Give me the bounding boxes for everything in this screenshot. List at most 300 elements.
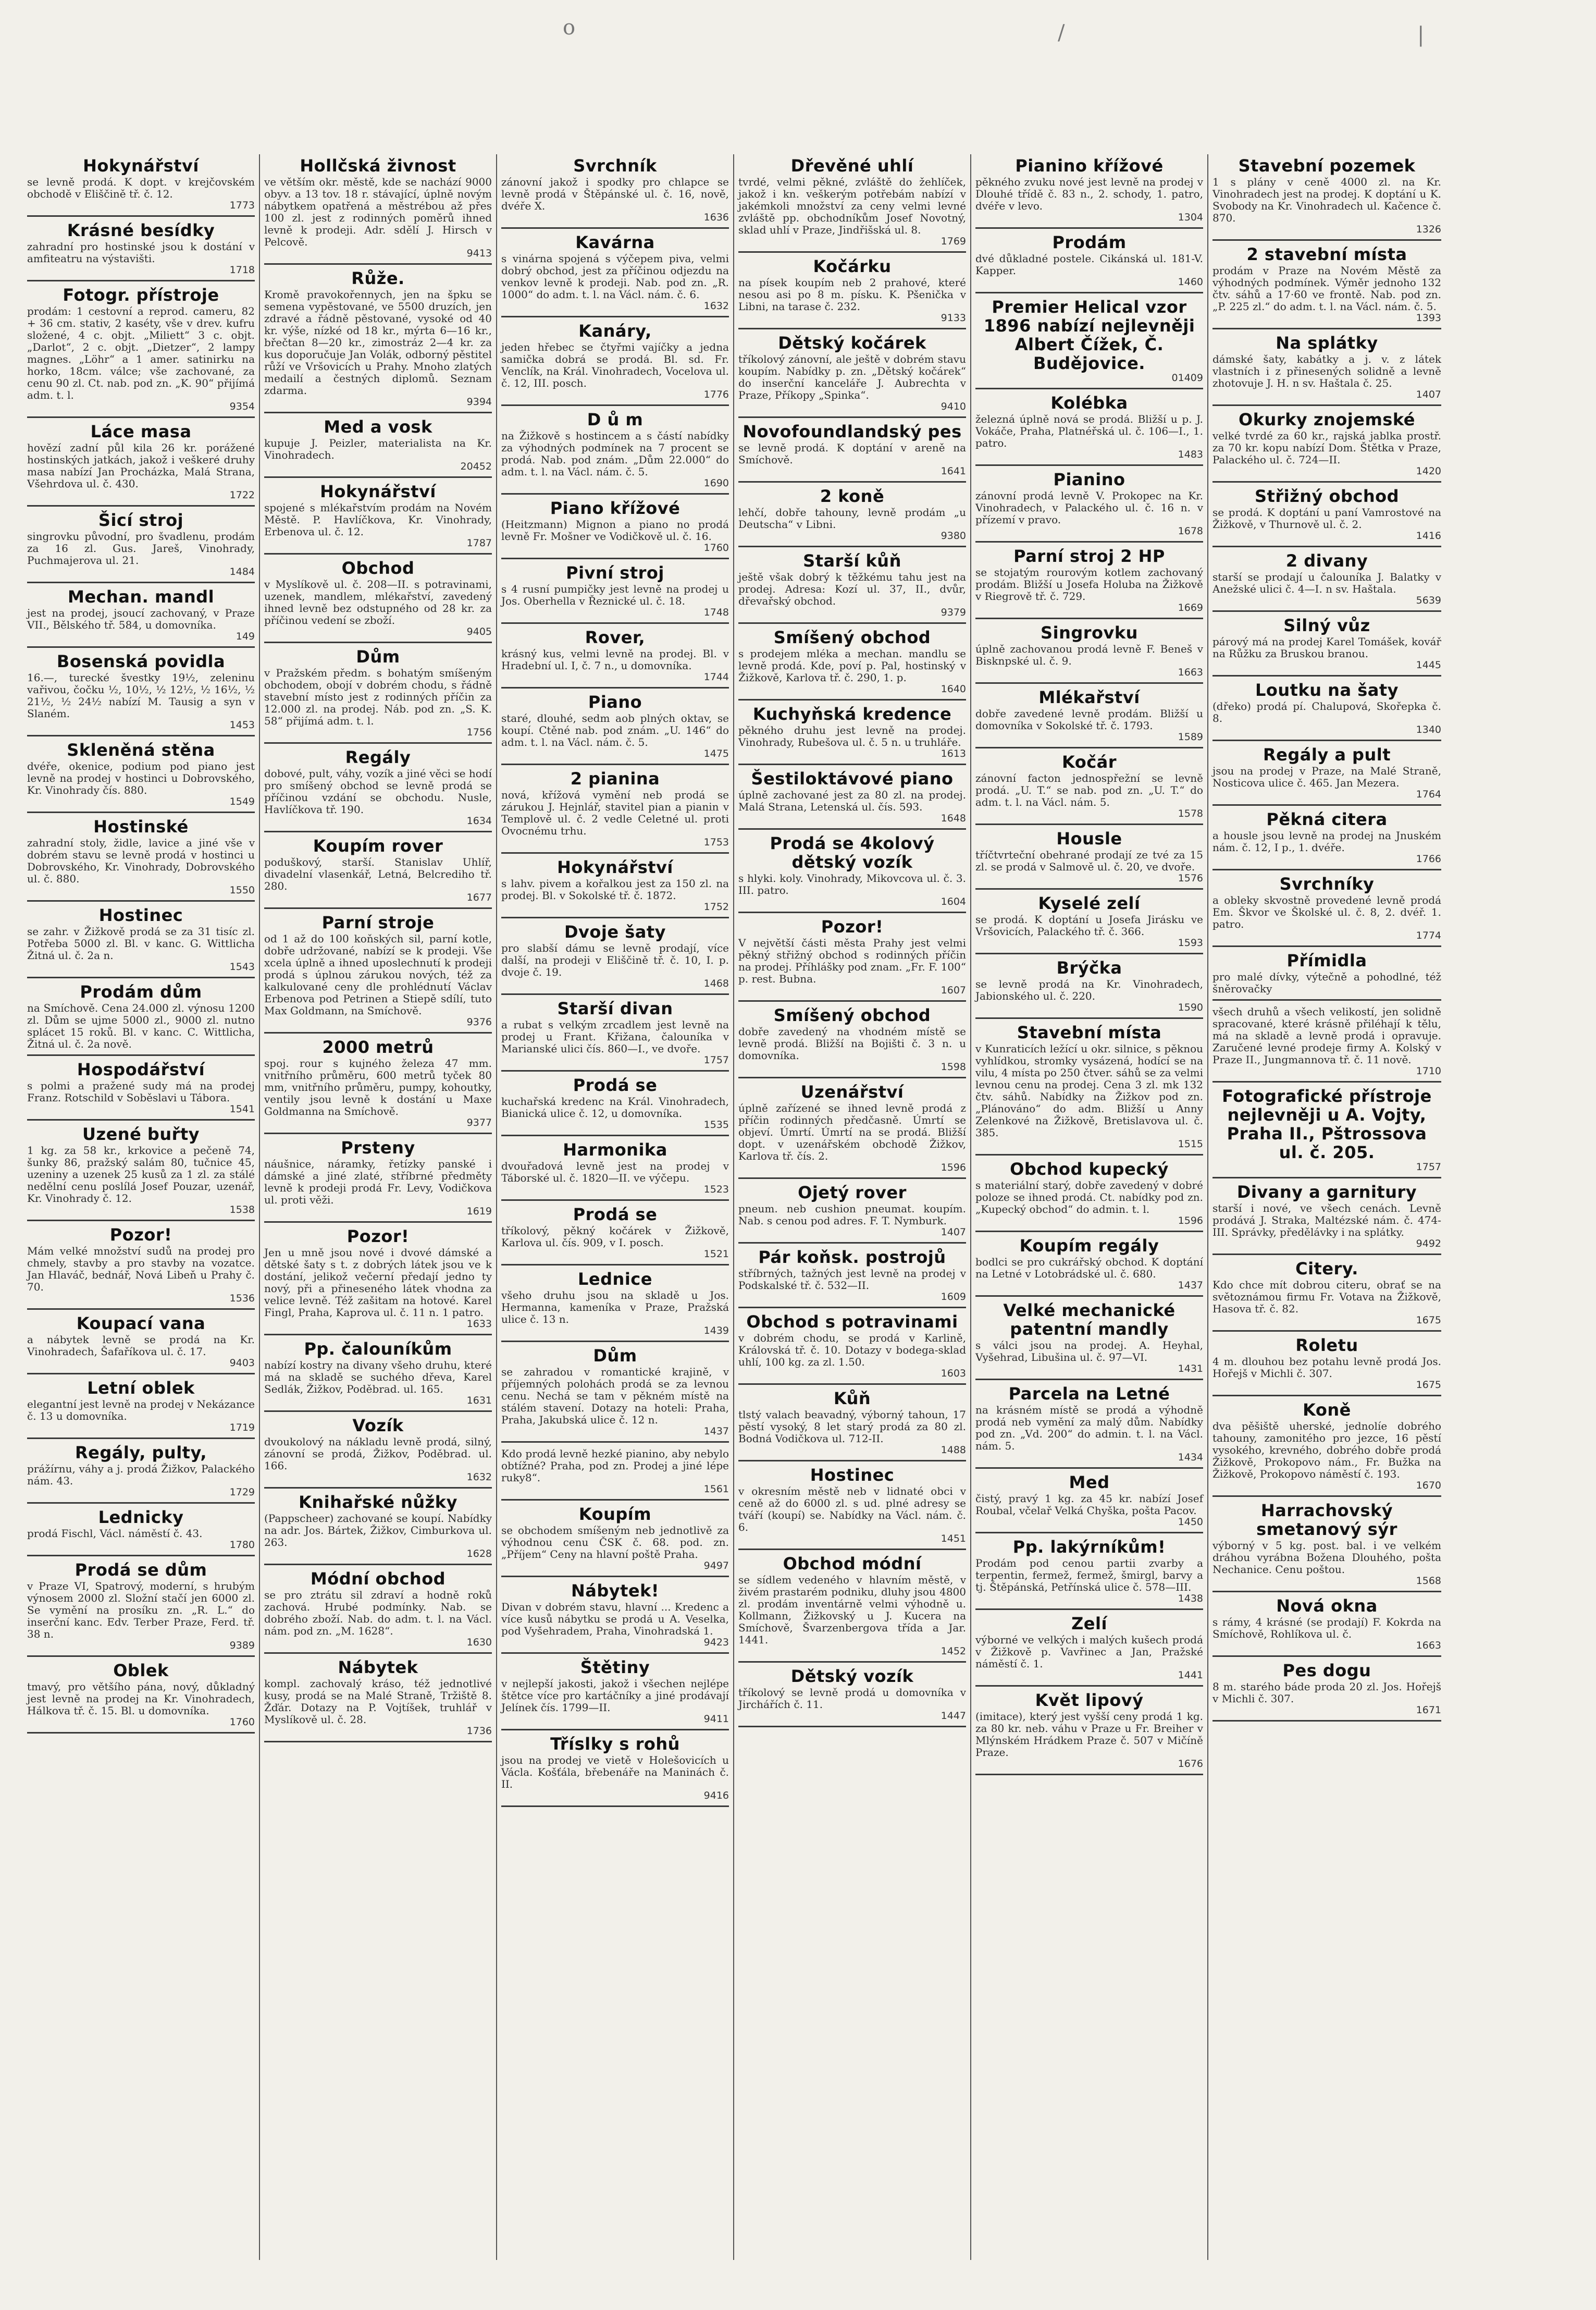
ad-number: 1757 (703, 1054, 729, 1066)
classified-ad (264, 911, 492, 1034)
ad-number: 1340 (1416, 724, 1441, 735)
classified-ad (264, 1414, 492, 1489)
ad-title: Obchod (341, 558, 415, 578)
ad-text: v nejlepší jakosti, jakož i všechen nejlépe štětce více pro kartáčníky a jiné prodávají Jelínek čís. 1799—II. (501, 1677, 729, 1714)
ad-text: se levně prodá. K dopt. v krejčovském obchodě v Eliščině tř. č. 12. (27, 176, 255, 200)
ad-title: 2 pianina (570, 769, 660, 789)
ad-title: Fotogr. přístroje (63, 285, 219, 305)
ad-title: Hostinec (810, 1465, 895, 1485)
classified-ad (738, 420, 966, 483)
classified-ad (738, 832, 966, 913)
classified-ad (27, 1659, 255, 1734)
ad-number: 1609 (941, 1291, 966, 1303)
ad-title: Šicí stroj (98, 510, 184, 530)
ad-text: s hlyki. koly. Vinohrady, Mikovcova ul. č. 3. III. patro. (738, 872, 966, 896)
classified-ad (975, 751, 1203, 825)
ad-number: 1729 (229, 1486, 255, 1498)
ad-number: 1744 (703, 671, 729, 683)
ad-number: 1488 (941, 1444, 966, 1456)
column-2 (260, 154, 497, 2260)
ad-title: Obchod s potravinami (746, 1312, 958, 1332)
classified-ad (501, 920, 729, 995)
ad-number: 1407 (941, 1226, 966, 1238)
ad-number: 1515 (1178, 1138, 1203, 1150)
ad-text: a nábytek levně se prodá na Kr. Vinohradech, Šafaříkova ul. č. 17. (27, 1333, 255, 1358)
ad-number: 1483 (1178, 449, 1203, 460)
ad-number: 1722 (229, 489, 255, 501)
ad-title: Smíšený obchod (773, 628, 931, 647)
ad-title: Prodá se (573, 1075, 658, 1095)
ad-text: (imitace), který jest vyšší ceny prodá 1 kg. za 80 kr. neb. váhu v Praze u Fr. Breiher v Mlýnském Hrádkem Praze č. 507 v Mičíně Praze. (975, 1710, 1203, 1759)
ad-text: se prodá. K doptání u paní Vamrostové na Žižkově, v Thurnově ul. č. 2. (1213, 506, 1441, 531)
ad-title: Lednice (578, 1269, 652, 1289)
classified-ad (27, 420, 255, 507)
classified-ad (1213, 679, 1441, 741)
ad-title: Dětský vozík (790, 1666, 914, 1686)
ad-title: Uzenářství (800, 1082, 904, 1102)
ad-number: 1766 (1416, 853, 1441, 865)
ad-text: (Pappscheer) zachované se koupí. Nabídky na adr. Jos. Bártek, Žižkov, Cimburkova ul. 263. (264, 1512, 492, 1549)
ad-title: Loutku na šaty (1255, 680, 1399, 700)
ad-number: 1670 (1416, 1480, 1441, 1491)
classified-ad (264, 1567, 492, 1654)
ad-text: na krásném místě se prodá a výhodně prodá neb vymění za malý dům. Nabídky pod zn. „Vd. 200“ do admin. t. l. na Václ. nám. 5. (975, 1404, 1203, 1452)
ad-text: tříkolový se levně prodá u domovníka v Jirchářích č. 11. (738, 1686, 966, 1711)
ad-title: Pozor! (821, 917, 884, 937)
classified-ad (264, 1491, 492, 1565)
ad-number: 1437 (1178, 1280, 1203, 1291)
ad-number: 20452 (460, 461, 492, 472)
ad-text: jest na prodej, jsoucí zachovaný, v Praze VII., Bělského tř. 584, u domovníka. (27, 607, 255, 631)
ad-title: Šestiloktávové piano (751, 769, 954, 789)
ad-title: D ů m (587, 410, 644, 429)
classified-ad (1213, 743, 1441, 806)
ad-number: 9413 (466, 248, 492, 259)
classified-ad (738, 1310, 966, 1385)
classified-ad (501, 1203, 729, 1265)
ad-title: Hokynářství (83, 156, 199, 176)
ad-text: dva pěšiště uherské, jednolíe dobrého tahouny, zamonitého pro jezce, 16 pěstí vysokého, krevného, dobrého dobře prodá Žižkově, Prokopovo nám., Fr. Bužka na Žižkově, Prokopovo náměstí č. 193. (1213, 1420, 1441, 1480)
ad-title: Mechan. mandl (67, 587, 215, 607)
ad-number: 1452 (941, 1645, 966, 1657)
ad-text: 1 kg. za 58 kr., krkovice a pečeně 74, šunky 86, pražský salám 80, tučnice 45, uzeniny a uzenek 25 kusů za 1 zl. za stálé nedělní cenu poslílá Josef Pouzar, uzenář, Kr. Vinohrady č. 12. (27, 1144, 255, 1205)
classified-ad (738, 1464, 966, 1550)
ad-number: 1538 (229, 1204, 255, 1215)
ad-title: Střižný obchod (1254, 486, 1400, 506)
ad-text: 1 s plány v ceně 4000 zl. na Kr. Vinohradech jest na prodej. K doptání u K. Svobody na Kr. Vinohradech ul. Kačence č. 870. (1213, 176, 1441, 224)
ad-number: 1719 (229, 1422, 255, 1433)
classified-ad (264, 1656, 492, 1742)
ad-number: 1675 (1416, 1314, 1441, 1326)
ad-title: Kočár (1061, 752, 1117, 772)
ad-text: se levně prodá na Kr. Vinohradech, Jabionského ul. č. 220. (975, 978, 1203, 1002)
ad-title: Pp. čalouníkům (304, 1339, 452, 1359)
ad-title: Smíšený obchod (773, 1005, 931, 1025)
ad-title: Dům (356, 647, 400, 667)
ad-text: zánovní jakož i spodky pro chlapce se levně prodá v Štěpánské ul. č. 16, nově, dvéře X. (501, 176, 729, 212)
ad-number: 1641 (941, 465, 966, 477)
classified-ad (1213, 243, 1441, 329)
ad-text: v Praze VI, Spatrový, moderní, s hrubým výnosem 2000 zl. Složní stačí jen 6000 zl. Se vymění na prosíku zn. „R. L.“ do inserční kanc. Edv. Terber Praze, Ferd. tř. 38 n. (27, 1580, 255, 1640)
ad-title: Pianino křížové (1015, 156, 1164, 176)
ad-number: 1596 (941, 1162, 966, 1173)
ad-text: s vinárna spojená s výčepem piva, velmi dobrý obchod, jest za příčinou odjezdu na venkov levně k prodeji. Nab. pod zn. „R. 1000“ do adm. t. l. na Václ. nám. č. 6. (501, 252, 729, 301)
ad-text: na Žižkově s hostincem a s částí nabídky za výhodných podmínek na 7 procent se prodá. Nab. pod znám. „Dům 22.000“ do adm. t. l. na Václ. nám. č. 5. (501, 429, 729, 478)
classified-ad (27, 650, 255, 736)
ad-title: Hostinské (93, 817, 189, 837)
ad-text: kuchařská kredenc na Král. Vinohradech, Bianická ulice č. 12, u domovníka. (501, 1095, 729, 1120)
ad-title: Bosenská povidla (56, 652, 226, 671)
ad-text: zahradní pro hostinské jsou k dostání v amfiteatru na výstavišti. (27, 240, 255, 265)
ad-title: Stavební místa (1017, 1023, 1162, 1042)
ad-title: Hokynářství (557, 857, 673, 877)
ad-title: Prodám dům (80, 982, 202, 1002)
classified-ad (738, 915, 966, 1002)
ad-title: Dětský kočárek (778, 333, 926, 353)
classified-ad (501, 1656, 729, 1730)
ad-title: Prodá se 4kolový dětský vozík (770, 833, 935, 872)
ad-number: 1748 (703, 607, 729, 618)
ad-title: Růže. (351, 268, 405, 288)
ad-text: dobře zavedený na vhodném místě se levně prodá. Bližší na Bojišti č. 3 n. u domovníka. (738, 1025, 966, 1062)
ad-number: 1596 (1178, 1215, 1203, 1226)
ad-text: se pro ztrátu sil zdraví a hodně roků zachová. Hrubé podmínky. Nab. se dobrého zboží. Nab. do adm. t. l. na Václ. nám. pod zn. „M. 1628“. (264, 1589, 492, 1637)
ad-text: výborné ve velkých i malých kušech prodá v Žižkově p. Vavřinec a Jan, Pražské náměstí č. 1. (975, 1633, 1203, 1670)
ad-text: v Myslíkově ul. č. 208—II. s potravinami, uzenek, mandlem, mlékařství, zavedený ihned levně bez odstupného od 28 kr. za příčinou vedení se zboží. (264, 578, 492, 626)
classified-ad (738, 1552, 966, 1663)
classified-ad (975, 468, 1203, 543)
ad-title: Módní obchod (310, 1569, 446, 1589)
classified-ad (264, 480, 492, 555)
ad-number: 1677 (466, 892, 492, 903)
ad-title: Láce masa (90, 422, 192, 441)
ad-title: Přímidla (1286, 951, 1367, 970)
ad-number: 1787 (466, 537, 492, 549)
ad-title: Pianino (1053, 470, 1125, 489)
classified-ad (27, 1312, 255, 1374)
ad-text: tříčtvrteční obehrané prodají ze tvé za 15 zl. se prodá v Salmově ul. č. 20, ve dvoře. (975, 849, 1203, 873)
classified-ad (27, 154, 255, 217)
ad-number: 9354 (229, 401, 255, 412)
ad-title: Dům (593, 1346, 637, 1366)
ad-number: 9377 (466, 1117, 492, 1128)
ad-title: Knihařské nůžky (299, 1492, 457, 1512)
ad-title: Nábytek (338, 1657, 418, 1677)
classified-ad (264, 1225, 492, 1335)
ad-number: 1475 (703, 748, 729, 759)
column-6 (1208, 154, 1445, 2260)
ad-text: Kdo chce mít dobrou citeru, obrať se na světoznámou firmu Fr. Votava na Žižkově, Hasova tř. č. 82. (1213, 1279, 1441, 1315)
ad-number: 1568 (1416, 1575, 1441, 1587)
ad-text: starší i nové, ve všech cenách. Levně prodává J. Straka, Maltézské nám. č. 474-III. Správky, předělávky i na splátky. (1213, 1202, 1441, 1238)
ad-number: 1521 (703, 1248, 729, 1260)
column-4 (734, 154, 971, 2260)
ad-title: Premier Helical vzor 1896 nabízí nejlevněji Albert Čížek, Č. Budějovice. (983, 297, 1195, 373)
classified-ad (738, 626, 966, 701)
column-5 (971, 154, 1208, 2260)
classified-ad (1213, 1334, 1441, 1396)
ad-number: 1760 (703, 542, 729, 554)
ad-title: Rover, (585, 628, 646, 647)
ad-text: kupuje J. Peizler, materialista na Kr. Vinohradech. (264, 437, 492, 461)
ad-number: 1541 (229, 1103, 255, 1115)
classified-ad (738, 1080, 966, 1179)
classified-ad (264, 1036, 492, 1134)
classified-ad (501, 856, 729, 918)
ad-title: Obchod kupecký (1010, 1159, 1169, 1179)
classified-ad (501, 1074, 729, 1136)
ad-number: 1543 (229, 961, 255, 973)
ad-text: úplně zařízené se ihned levně prodá z příčin rodinných předčasně. Úmrtí se objeví. Úmrtí. Úmrtí na se prodá. Bližší dopt. v uzenářském obchodě Žižkov, Karlova tř. čís. 2. (738, 1102, 966, 1162)
ad-text: Divan v dobrém stavu, hlavní ... Kredenc a více kusů nábytku se prodá u A. Veselka, pod Vyšehradem, Praha, Vinohradská 1. (501, 1601, 729, 1637)
ad-number: 1648 (941, 813, 966, 824)
ad-text: velké tvrdé za 60 kr., rajská jablka prostř. za 70 kr. kopu nabízí Dom. Štětka v Praze, Palackého ul. č. 724—II. (1213, 429, 1441, 466)
ad-number: 1603 (941, 1368, 966, 1379)
classified-ad (1213, 614, 1441, 677)
ad-number: 9497 (703, 1560, 729, 1571)
ad-text: spojené s mlékařstvím prodám na Novém Městě. P. Havlíčkova, Kr. Vinohrady, Erbenova ul. č. 12. (264, 501, 492, 538)
classified-ad (264, 267, 492, 413)
classified-ad (1213, 549, 1441, 612)
classified-ad (975, 1471, 1203, 1533)
ad-text: jsou na prodej v Praze, na Malé Straně, Nosticova ulice č. 465. Jan Mezera. (1213, 765, 1441, 789)
ad-text: 4 m. dlouhou bez potahu levně prodá Jos. Hořejš v Michli č. 307. (1213, 1355, 1441, 1380)
ad-title: Citery. (1295, 1259, 1358, 1279)
classified-ad (1213, 154, 1441, 241)
ad-text: starší se prodají u čalouníka J. Balatky v Anežské ulici č. 4—I. n sv. Haštala. (1213, 571, 1441, 595)
ad-text: na Smíchově. Cena 24.000 zl. výnosu 1200 zl. Dům se ujme 5000 zl., 9000 zl. nutno splácet 15 roků. Bl. v kanc. C. Wittlicha, Žitná ul. č. 2a nově. (27, 1002, 255, 1050)
classified-ad (264, 834, 492, 909)
classified-ad (264, 645, 492, 744)
ad-number: 9394 (466, 396, 492, 408)
ad-title: Hostinec (98, 905, 183, 925)
ad-text: prodá Fischl, Václ. náměstí č. 43. (27, 1527, 203, 1540)
classified-ad (975, 545, 1203, 619)
classified-ad (501, 231, 729, 317)
ad-number: 1753 (703, 837, 729, 848)
classified-ad (738, 154, 966, 253)
classified-ad (975, 956, 1203, 1019)
ad-title: Prodá se dům (75, 1560, 207, 1580)
ad-text: 16.—, turecké švestky 19½, zeleninu vařivou, čočku ½, 10½, ½ 12½, ½ 16½, ½ 21½, ½ 24½ nabízí M. Tausig a syn v Slaném. (27, 671, 255, 720)
classified-ad (1213, 1181, 1441, 1255)
ad-text: pneum. neb cushion pneumat. koupím. Nab. s cenou pod adres. F. T. Nymburk. (738, 1202, 966, 1227)
ad-number: 1420 (1416, 465, 1441, 477)
ad-text: párový má na prodej Karel Tomášek, kovář na Růžku za Bruskou branou. (1213, 635, 1441, 660)
ad-text: v dobrém chodu, se prodá v Karlině, Královská tř. č. 10. Dotazy v bodega-sklad uhlí, 100 kg. za zl. 1.50. (738, 1332, 966, 1368)
ad-title: Roletu (1295, 1335, 1358, 1355)
ad-text: pro slabší dámu se levně prodají, více další, na prodeji v Eliščině tř. č. 10, I. p. dvoje č. 19. (501, 942, 729, 978)
ad-number: 1393 (1416, 312, 1441, 324)
classified-ad (501, 1268, 729, 1342)
classified-ad (501, 1503, 729, 1577)
ad-text: všech druhů a všech velikostí, jen solidně spracované, které krásně přiléhají k tělu, má na skladě a levně prodá i opravuje. Zaručené levné prodeje firmy A. Kolský v Praze II., Jungmannova tř. č. 11 nově. (1213, 1005, 1441, 1066)
ad-text: a housle jsou levně na prodej na Jnuském nám. č. 12, I p., 1. dvéře. (1213, 829, 1441, 854)
classified-ad (501, 497, 729, 559)
classified-ad (975, 1689, 1203, 1775)
ad-number: 1631 (466, 1395, 492, 1406)
ad-title: Parní stroje (321, 913, 435, 932)
page-mark: / (1058, 21, 1065, 45)
ad-number: 1438 (1178, 1593, 1203, 1604)
ad-number: 1736 (466, 1725, 492, 1737)
ad-number: 1710 (1416, 1065, 1441, 1077)
classified-ad (27, 1441, 255, 1504)
ad-number: 9380 (941, 530, 966, 542)
ad-number: 1604 (941, 896, 966, 907)
ad-number: 9492 (1416, 1238, 1441, 1249)
ad-number: 1607 (941, 985, 966, 996)
ad-title: Kočárku (813, 256, 892, 276)
ad-text: hovězí zadní půl kila 26 kr. porážené hostinských jatkách, jakož i veškeré druhy masa nabízí Jan Procházka, Malá Strana, Všehrdova ul. č. 430. (27, 441, 255, 490)
ad-text: jsou na prodej ve vietě v Holešovicích u Václa. Košťála, břebenáře na Maninách č. II. (501, 1754, 729, 1790)
ad-title: Prodám (1052, 232, 1127, 252)
ad-number: 9423 (703, 1637, 729, 1648)
classified-ad (501, 408, 729, 495)
ad-number: 1718 (229, 264, 255, 276)
ad-title: Dřevěné uhlí (790, 156, 914, 176)
ad-text: na písek koupím neb 2 prahové, které nesou asi po 8 m. písku. K. Pšenička v Libni, na tarase č. 232. (738, 276, 966, 313)
ad-number: 1550 (229, 884, 255, 896)
ad-number: 1613 (941, 748, 966, 759)
ad-title: Kyselé zelí (1038, 893, 1141, 913)
ad-text: s rámy, 4 krásné (se prodají) F. Kokrda na Smíchově, Rohlíkova ul. č. (1213, 1616, 1441, 1640)
classified-ad (975, 892, 1203, 954)
classified-ad (975, 1299, 1203, 1380)
ad-title: Silný vůz (1283, 616, 1370, 635)
ad-number: 1632 (466, 1471, 492, 1483)
ad-title: Med a vosk (324, 417, 432, 437)
ad-title: Pár koňsk. postrojů (758, 1247, 946, 1267)
classified-ad (1213, 808, 1441, 870)
ad-text: dvouřadová levně jest na prodej v Táborské ul. č. 1820—II. ve výčepu. (501, 1160, 729, 1184)
ad-text: (Heitzmann) Mignon a piano no prodá levně Fr. Mošner ve Vodičkově ul. č. 16. (501, 518, 729, 543)
ad-title: Singrovku (1041, 623, 1138, 643)
ad-text: čistý, pravý 1 kg. za 45 kr. nabízí Josef Roubal, včelař Velká Chyška, pošta Pacov. (975, 1492, 1203, 1517)
ad-number: 1640 (941, 683, 966, 695)
classified-ad (1213, 1003, 1441, 1083)
classified-ad (1213, 331, 1441, 406)
ad-title: Okurky znojemské (1239, 410, 1415, 429)
ad-number: 1663 (1178, 667, 1203, 678)
ad-title: Hollčská živnost (300, 156, 456, 176)
ad-text: bodlci se pro cukrářský obchod. K doptání na Letné v Lotobrádské ul. č. 680. (975, 1256, 1203, 1280)
ad-title: 2000 metrů (322, 1037, 434, 1057)
classified-ad (975, 391, 1203, 466)
ad-title: Krásné besídky (67, 220, 215, 240)
ad-text: Kdo prodá levně hezké pianino, aby nebylo obtížné? Praha, pod zn. Prodej a jiné lépe ruky8“. (501, 1447, 729, 1484)
ad-text: elegantní jest levně na prodej v Nekázance č. 13 u domovníka. (27, 1398, 255, 1422)
ad-title: Oblek (113, 1661, 169, 1680)
ad-title: Vozík (352, 1416, 404, 1435)
ad-title: 2 stavební místa (1246, 244, 1407, 264)
ad-title: Starší kůň (803, 551, 901, 571)
ad-title: Kanáry, (578, 321, 652, 341)
ad-number: 1549 (229, 796, 255, 807)
ad-text: prodám v Praze na Novém Městě za výhodných podmínek. Výměr jednoho 132 čtv. sáhů a 17·60 ve frontě. Nab. pod zn. „P. 225 zl.“ do adm. t. l. na Václ. nám. č. 5. (1213, 264, 1441, 313)
ad-title: Štětiny (580, 1657, 650, 1677)
ad-number: 5639 (1416, 595, 1441, 606)
ad-text: dvoukolový na nákladu levně prodá, silný, zánovní se prodá, Žižkov, Poděbrad. ul. 166. (264, 1435, 492, 1472)
ad-text: se prodá. K doptání u Josefa Jirásku ve Vršovicích, Palackého tř. č. 366. (975, 913, 1203, 938)
ad-title: Uzené buřty (82, 1124, 200, 1144)
ad-number: 9133 (941, 312, 966, 324)
ad-text: (dřeko) prodá pí. Chalupová, Skořepka č. 8. (1213, 700, 1441, 724)
ad-title: Skleněná stěna (67, 740, 215, 760)
ad-title: Nábytek! (571, 1581, 659, 1601)
ad-number: 1484 (229, 566, 255, 578)
ad-number: 1780 (229, 1539, 255, 1551)
classified-ad (738, 485, 966, 547)
classified-ad (975, 1382, 1203, 1469)
ad-number: 1304 (1178, 212, 1203, 223)
ad-number: 1535 (703, 1119, 729, 1131)
classified-ad (975, 827, 1203, 890)
ad-number: 1441 (1178, 1669, 1203, 1681)
ad-number: 9376 (466, 1016, 492, 1028)
ad-text: tříkolový zánovní, ale ještě v dobrém stavu koupím. Nabídky p. zn. „Dětský kočárek“ do inserční kanceláře J. Aubrechta v Praze, Příkopy „Spinka“. (738, 353, 966, 401)
classified-ad (264, 154, 492, 265)
ad-title: Mlékařství (1038, 687, 1140, 707)
ad-number: 1773 (229, 200, 255, 211)
ad-title: Starší divan (557, 999, 673, 1018)
ad-text: s válci jsou na prodej. A. Heyhal, Vyšehrad, Libušina ul. č. 97—VI. (975, 1339, 1203, 1363)
ad-title: Velké mechanické patentní mandly (1003, 1300, 1176, 1339)
ad-number: 9410 (941, 401, 966, 412)
ad-text: od 1 až do 100 koňských sil, parní kotle, dobře udržované, nabízí se k prodeji. Vše xcela úplně a ihned uposlechnutí k prodeji prodá s úplnou zárukou nových, též za kalkulované ceny dle prohlédnutí Václav Erbenova pod Petrinen a Stiepě sdílí, tuto Max Goldmann, na Smíchově. (264, 932, 492, 1017)
ad-text: tříkolový, pěkný kočárek v Žižkově, Karlova ul. čís. 909, v I. posch. (501, 1224, 729, 1249)
ad-text: staré, dlouhé, sedm aob plných oktav, se koupí. Ctěné nab. pod znám. „U. 146“ do adm. t. l. na Václ. nám. č. 5. (501, 712, 729, 748)
classified-ad (975, 1021, 1203, 1156)
ad-text: jeden hřebec se čtyřmi vajíčky a jedna samička dobrá se prodá. Bl. sd. Fr. Venclík, na Král. Vinohradech, Vocelova ul. č. 12, III. posch. (501, 341, 729, 389)
ad-title: Pp. lakýrníkům! (1012, 1537, 1166, 1557)
ad-text: krásný kus, velmi levně na prodej. Bl. v Hradební ul. I, č. 7 n., u domovníka. (501, 647, 729, 672)
ad-text: nabízí kostry na divany všeho druhu, které má na skladě se suchého dřeva, Karel Sedlák, Žižkov, Poděbrad. ul. 165. (264, 1359, 492, 1395)
ad-text: stříbrných, tažných jest levně na prodej v Podskalské tř. č. 532—II. (738, 1267, 966, 1292)
ad-text: se zahr. v Žižkově prodá se za 31 tisíc zl. Potřeba 5000 zl. Bl. v kanc. G. Wittlicha Žitná ul. č. 2a n. (27, 925, 255, 962)
ad-text: V největší části města Prahy jest velmi pěkný střižný obchod s rodinných příčin na prodej. Příhlášky pod znam. „Fr. F. 100“ p. rest. Bubna. (738, 937, 966, 985)
ad-text: ve větším okr. městě, kde se nachází 9000 obyv. a 13 tov. 18 r. stávající, úplně novým nábytkem opatřená a městrébou až přes 100 zl. jest z rodinných poměrů ihned levně k prodeji. Adr. sdělí J. Hirsch v Pelcově. (264, 176, 492, 248)
ad-title: Svrchník (573, 156, 657, 176)
ad-title: Pivní stroj (566, 563, 664, 583)
page-mark: o (563, 16, 576, 40)
classified-ad (27, 739, 255, 813)
ad-number: 1598 (941, 1061, 966, 1073)
classified-ad (1213, 1594, 1441, 1657)
ad-title: 2 koně (820, 486, 885, 506)
ad-number: 1764 (1416, 789, 1441, 800)
classified-ad (975, 621, 1203, 684)
classified-ad (501, 767, 729, 854)
classified-ad (975, 1234, 1203, 1297)
ad-number: 1439 (703, 1325, 729, 1336)
classified-ad (501, 1732, 729, 1807)
ad-text: pro malé dívky, výtečně a pohodlné, též šněrovačky (1213, 970, 1441, 995)
classified-ad (264, 1337, 492, 1412)
ad-text: zánovní facton jednospřežní se levně prodá. „U. T.“ se nab. pod zn. „U. T.“ do adm. t. l. na Václ. nám. 5. (975, 772, 1203, 808)
ad-number: 1752 (703, 901, 729, 913)
ad-title: Kuchyňská kredence (752, 704, 952, 724)
classified-ad (27, 509, 255, 583)
ad-text: zánovní prodá levně V. Prokopec na Kr. Vinohradech, v Palackého ul. č. 16 n. v přízemí v pravo. (975, 489, 1203, 526)
classified-ad (501, 997, 729, 1072)
ad-number: 1407 (1416, 389, 1441, 400)
ad-number: 1453 (229, 719, 255, 731)
ad-number: 1669 (1178, 602, 1203, 613)
ad-text: se obchodem smíšeným neb jednotlivě za výhodnou cenu ČSK č. 68. pod. zn. „Příjem“ Ceny na hlavní poště Praha. (501, 1524, 729, 1561)
column-1 (23, 154, 260, 2260)
ad-number: 1431 (1178, 1363, 1203, 1374)
